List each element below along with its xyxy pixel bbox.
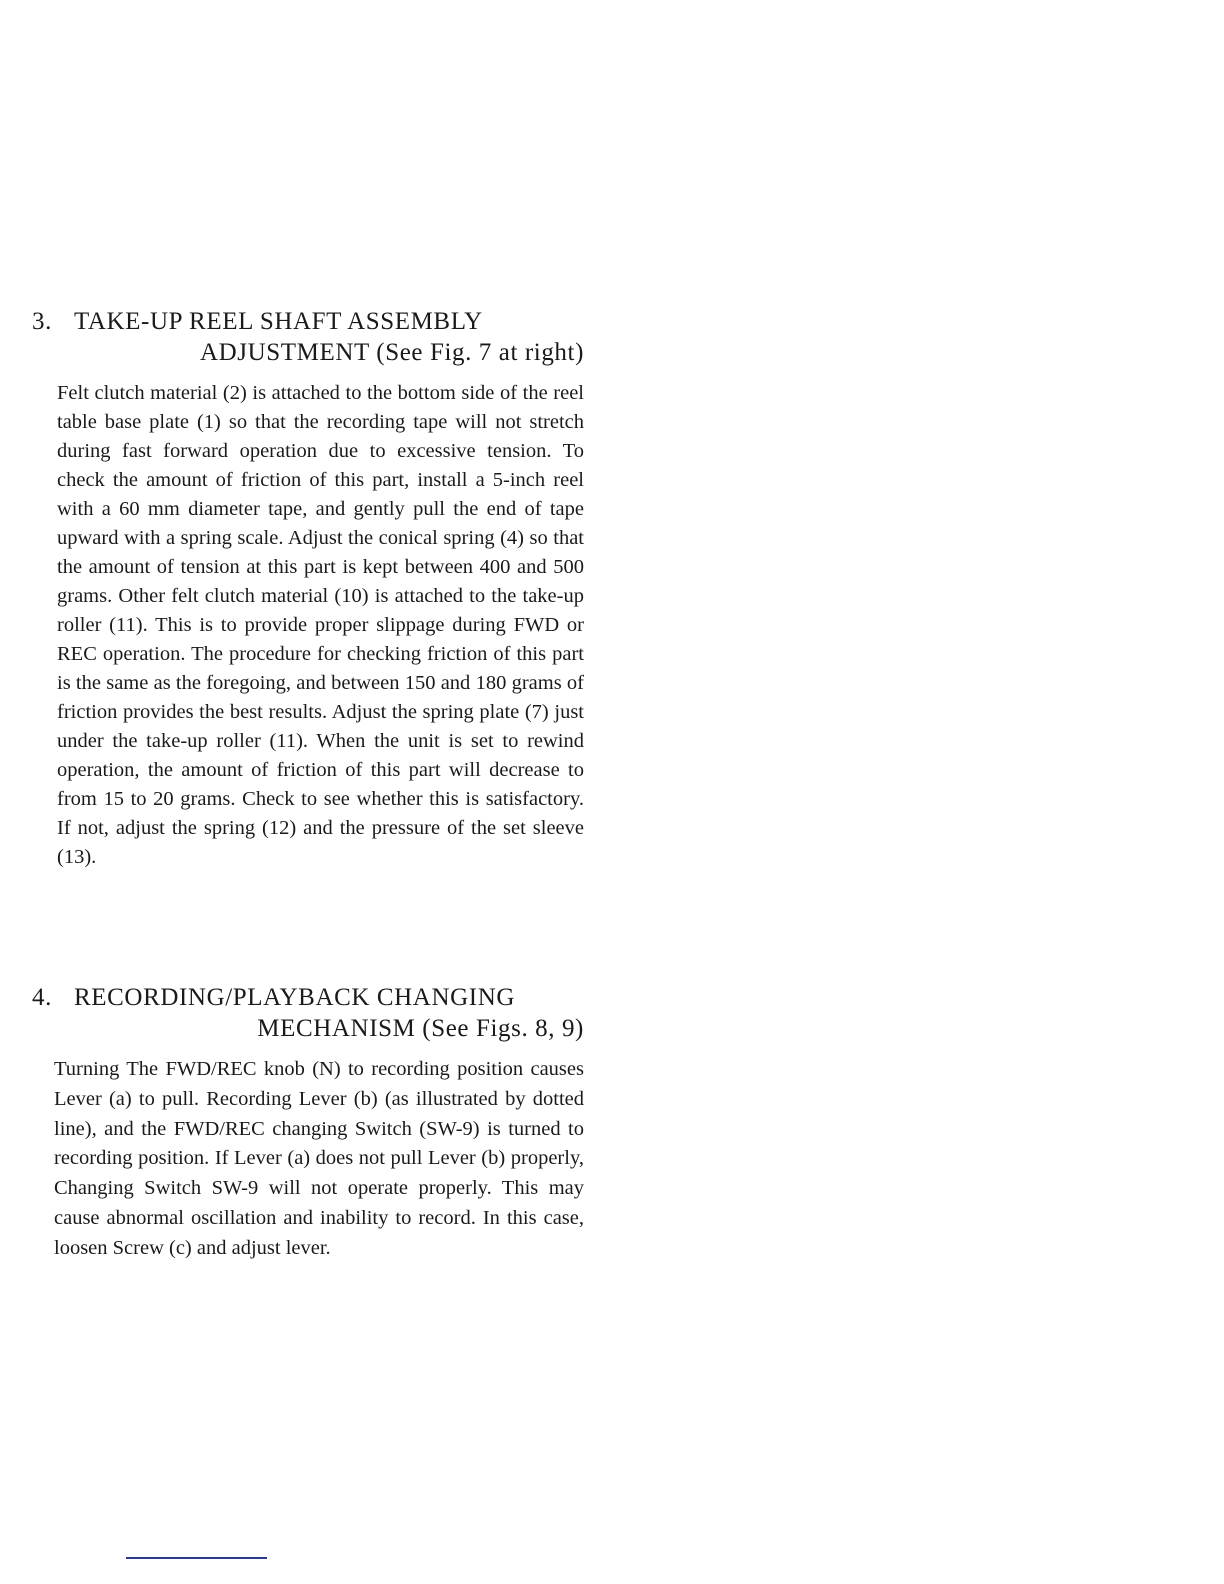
heading-text: RECORDING/PLAYBACK CHANGING [74, 984, 516, 1011]
footer-rule [126, 1557, 267, 1559]
heading-line-2: ADJUSTMENT (See Fig. 7 at right) [200, 339, 584, 366]
section-body: Felt clutch material (2) is attached to the bottom side of the reel table base plate (1) so that the recording tape will not stretch during fast forward operation due to excessive tension. To check the amount of friction of this part, install a 5-inch reel with a 60 mm diameter tape, and gently pull the end of tape upward with a spring scale. Adjust the conical spring (4) so that the amount of tension at this part is kept between 400 and 500 grams. Other felt clutch material (10) is attached to the take-up roller (11). This is to provide proper slippage during FWD or REC operation. The procedure for checking friction of this part is the same as the foregoing, and between 150 and 180 grams of friction provides the best results. Adjust the spring plate (7) just under the take-up roller (11). When the unit is set to rewind operation, the amount of friction of this part will decrease to from 15 to 20 grams. Check to see whether this is satisfactory. If not, adjust the spring (12) and the pressure of the set sleeve (13). [57, 382, 584, 868]
section-number: 3. [32, 308, 52, 335]
section-heading [32, 306, 584, 368]
heading-line-2: MECHANISM (See Figs. 8, 9) [257, 1015, 584, 1042]
heading-line-1 [32, 306, 584, 337]
section-recording-playback-changing-mechanism [32, 982, 584, 1284]
section-number: 4. [32, 984, 52, 1011]
section-heading [32, 982, 584, 1044]
section-take-up-reel-shaft-assembly [32, 306, 584, 893]
section-body: Turning The FWD/REC knob (N) to recording position causes Lever (a) to pull. Recording Lever (b) (as illustrated by dotted line), and the FWD/REC changing Switch (SW-9) is turned to recording position. If Lever (a) does not pull Lever (b) properly, Changing Switch SW-9 will not operate properly. This may cause abnormal oscillation and inability to record. In this case, loosen Screw (c) and adjust lever. [54, 1058, 584, 1259]
heading-text: TAKE-UP REEL SHAFT ASSEMBLY [74, 308, 483, 335]
heading-line-1 [32, 982, 584, 1013]
